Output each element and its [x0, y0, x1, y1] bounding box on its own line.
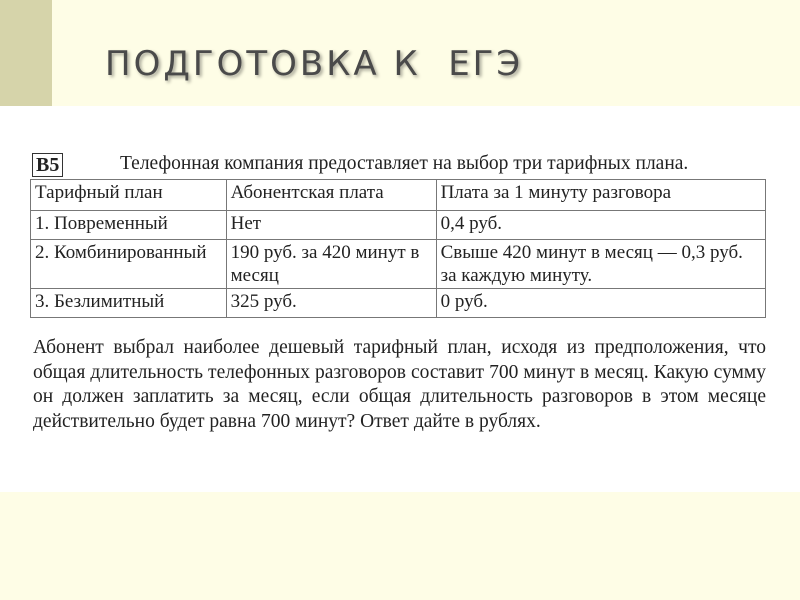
table-row — [31, 289, 766, 318]
table-cell: 0,4 руб. — [436, 211, 765, 240]
header-per-minute-fee: Плата за 1 минуту разговора — [436, 180, 765, 211]
table-cell: Свыше 420 минут в месяц — 0,3 руб. за каждую минуту. — [436, 240, 765, 289]
table-row — [31, 211, 766, 240]
header-plan: Тарифный план — [31, 180, 227, 211]
table-cell: 0 руб. — [436, 289, 765, 318]
problem-question: Абонент выбрал наиболее дешевый тарифный план, исходя из предположения, что общая длительность телефонных разговоров составит 700 минут в месяц. Какую сумму он должен заплатить за месяц, если общая длительность разговоров в этом месяце действительно будет равна 700 минут? Ответ дайте в рублях. — [33, 337, 766, 432]
problem-scan — [0, 106, 800, 492]
table-cell: Нет — [226, 211, 436, 240]
slide-title: ПОДГОТОВКА К ЕГЭ — [105, 44, 524, 84]
header-subscription-fee: Абонентская плата — [226, 180, 436, 211]
table-header-row — [31, 180, 766, 211]
table-cell: 3. Безлимитный — [31, 289, 227, 318]
problem-label: B5 — [32, 153, 63, 177]
tariff-table — [30, 179, 766, 318]
accent-bar — [0, 0, 52, 106]
table-cell: 1. Повременный — [31, 211, 227, 240]
table-cell: 325 руб. — [226, 289, 436, 318]
table-row — [31, 240, 766, 289]
table-cell: 2. Комбинированный — [31, 240, 227, 289]
problem-intro: Телефонная компания предоставляет на выбор три тарифных плана. — [120, 153, 689, 174]
table-cell: 190 руб. за 420 минут в месяц — [226, 240, 436, 289]
problem-header — [30, 151, 770, 179]
